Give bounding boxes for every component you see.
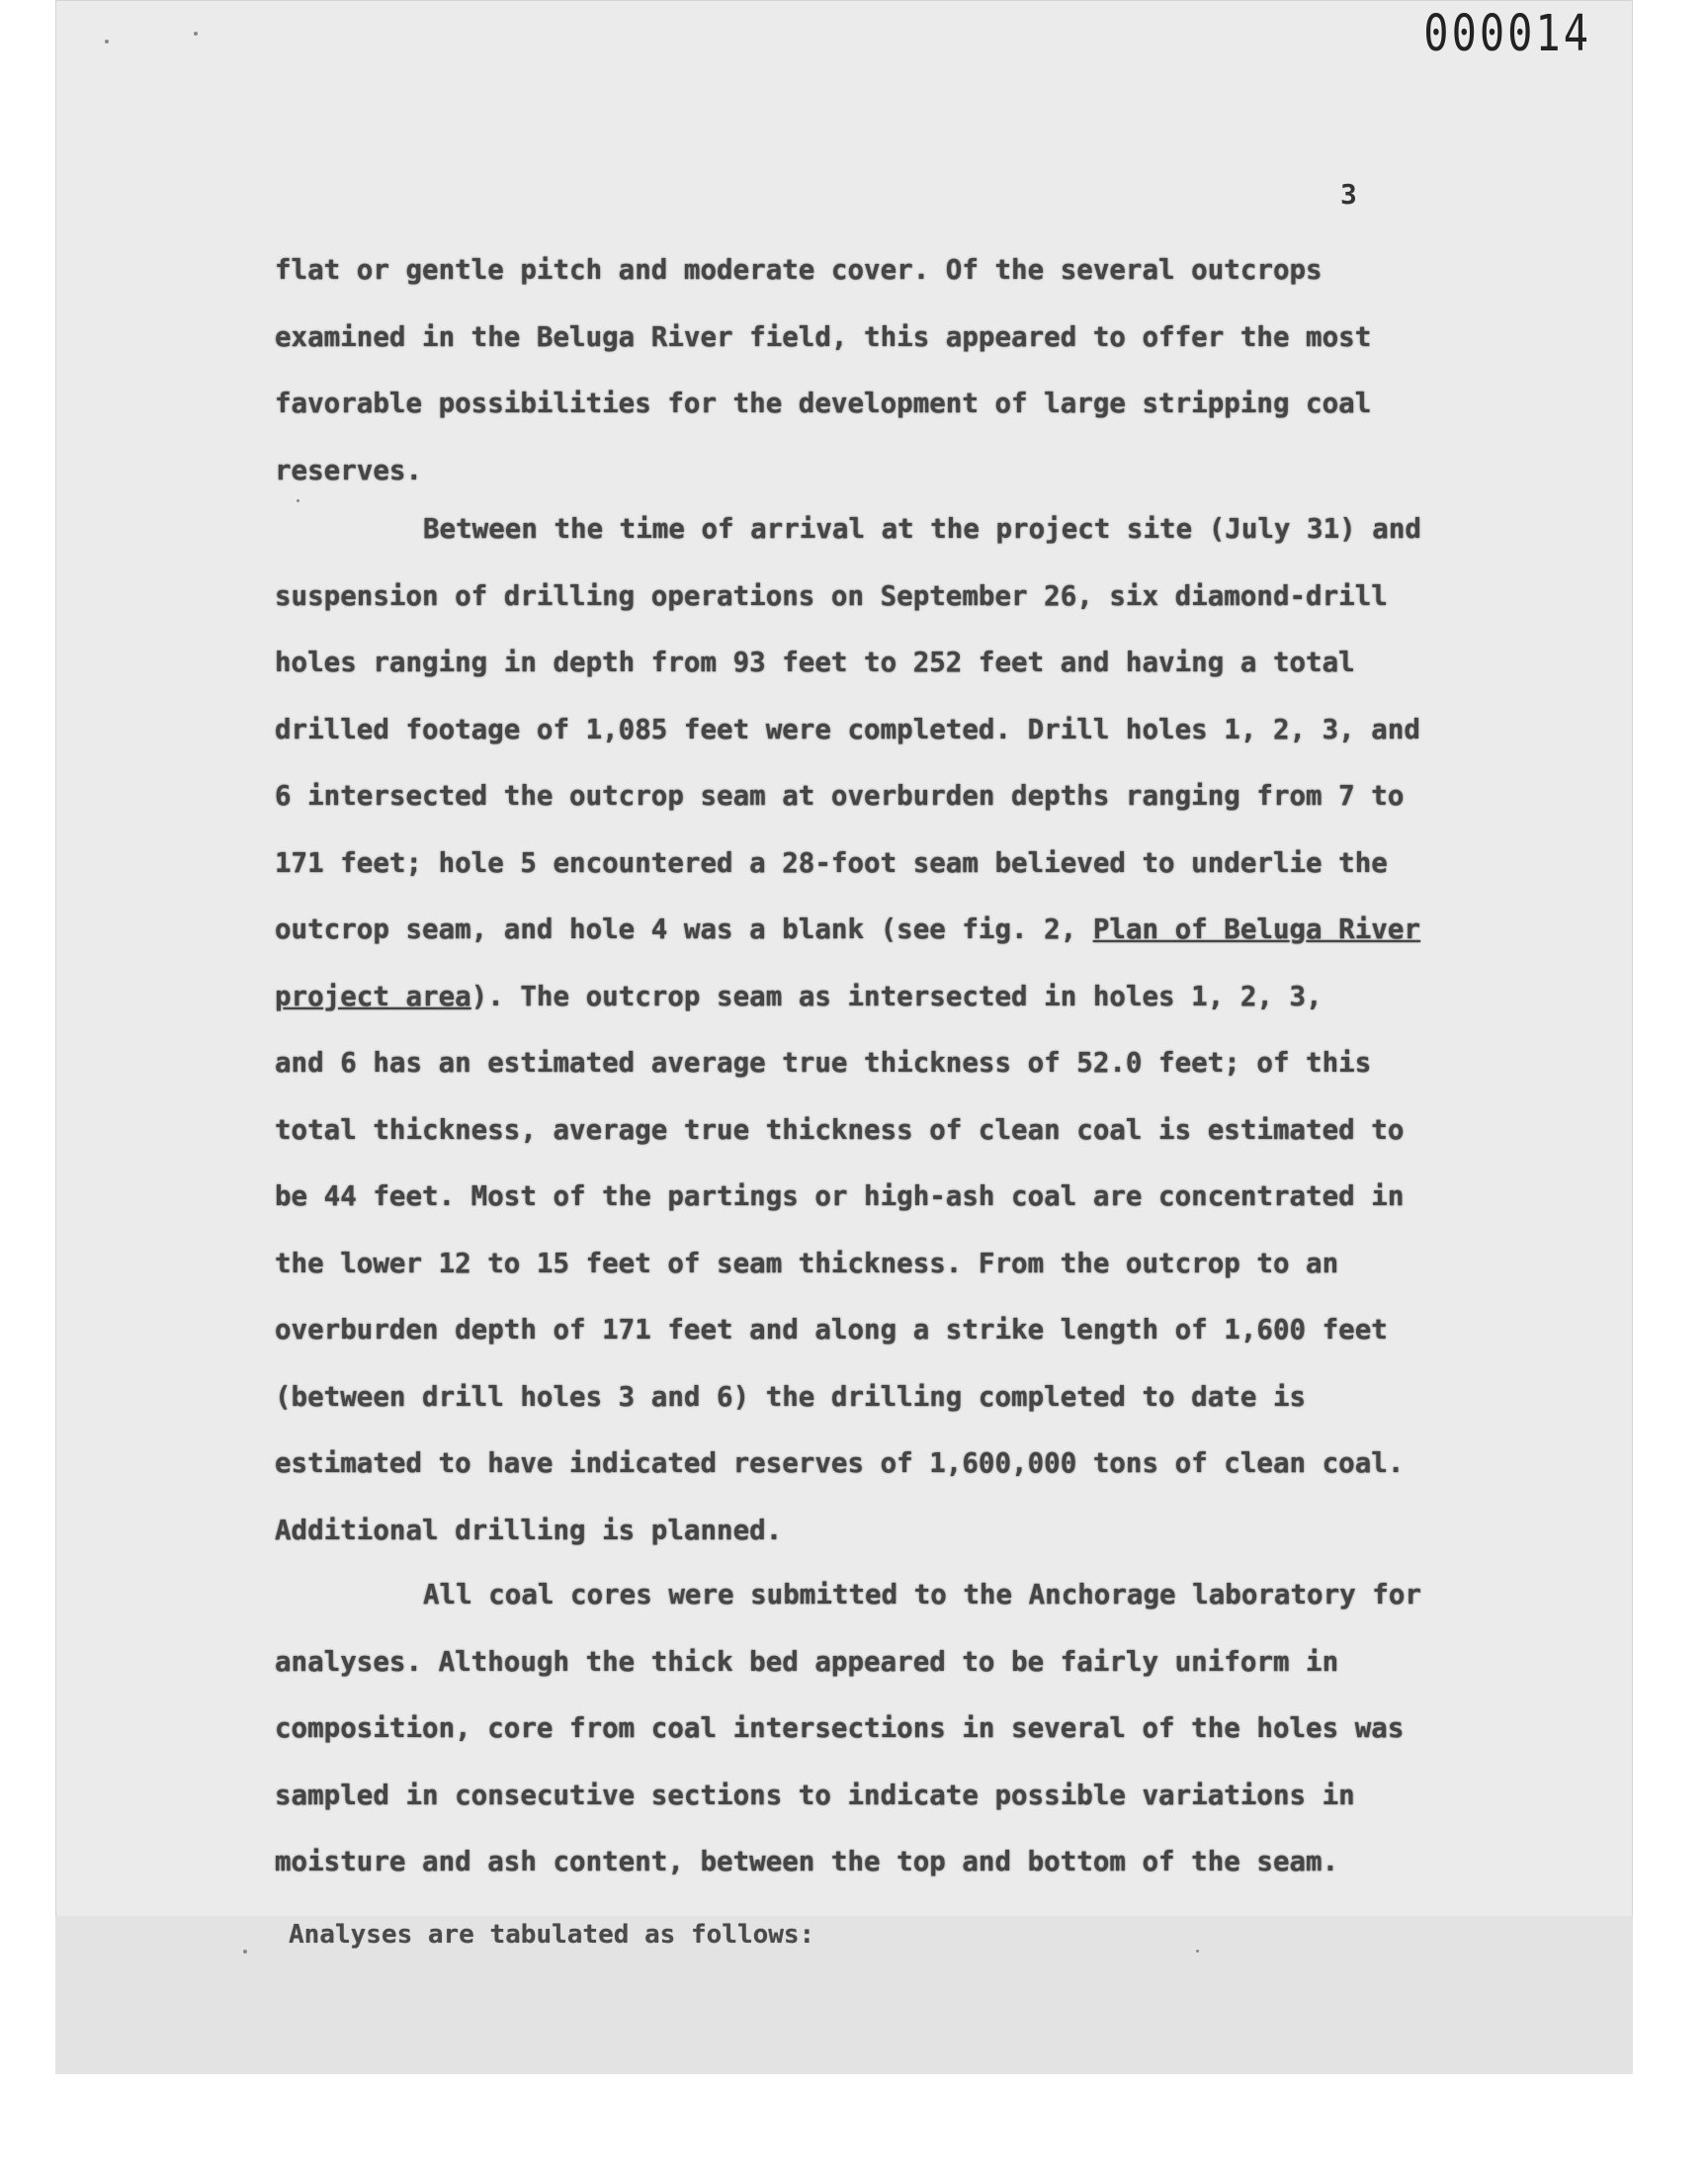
paragraph-2-text-a: Between the time of arrival at the project site (July 31) and suspension of drilling operations on September 26, six diamond-drill holes ranging in depth from 93 feet to 252 feet and having a total drilled footage of 1,085 feet were completed. Drill holes 1, 2, 3, and 6 intersected the outcrop seam at overburden depths ranging from 7 to 171 feet; hole 5 encountered a 28-foot seam believed to underlie the outcrop seam, and hole 4 was a blank (see fig. 2, bbox=[275, 513, 1421, 945]
table-intro-line: Analyses are tabulated as follows: bbox=[289, 1920, 815, 1950]
scan-speck bbox=[1196, 1950, 1199, 1953]
figure-reference-link: Plan of Beluga River project area bbox=[275, 914, 1420, 1012]
paragraph-3 bbox=[275, 1562, 1461, 1896]
paragraph-3-text: All coal cores were submitted to the Anchorage laboratory for analyses. Although the thick bed appeared to be fairly uniform in composition, core from coal intersections in several of the holes was sampled in consecutive sections to indicate possible variations in moisture and ash content, between the top and bottom of the seam. bbox=[275, 1579, 1421, 1877]
document-id-stamp: 000014 bbox=[1423, 4, 1591, 62]
scan-speck bbox=[243, 1950, 247, 1954]
paragraph-2-text-b: ). The outcrop seam as intersected in holes 1, 2, 3, and 6 has an estimated average true thickness of 52.0 feet; of this total thickness, average true thickness of clean coal is estimated to be 44 feet. Most of the partings or high-ash coal are concentrated in the lower 12 to 15 feet of seam thickness. From the outcrop to an overburden depth of 171 feet and along a strike length of 1,600 feet (between drill holes 3 and 6) the drilling completed to date is estimated to have indicated reserves of 1,600,000 tons of clean coal. Additional drilling is planned. bbox=[275, 980, 1405, 1546]
scan-speck bbox=[105, 40, 109, 44]
scan-speck bbox=[194, 32, 198, 36]
paragraph-1: flat or gentle pitch and moderate cover. Of the several outcrops examined in the Beluga River field, this appeared to offer the most favorable possibilities for the development of large stripping coal reserves. bbox=[275, 254, 1372, 486]
page-number: 3 bbox=[1340, 178, 1357, 211]
paragraph-2 bbox=[275, 496, 1461, 1564]
